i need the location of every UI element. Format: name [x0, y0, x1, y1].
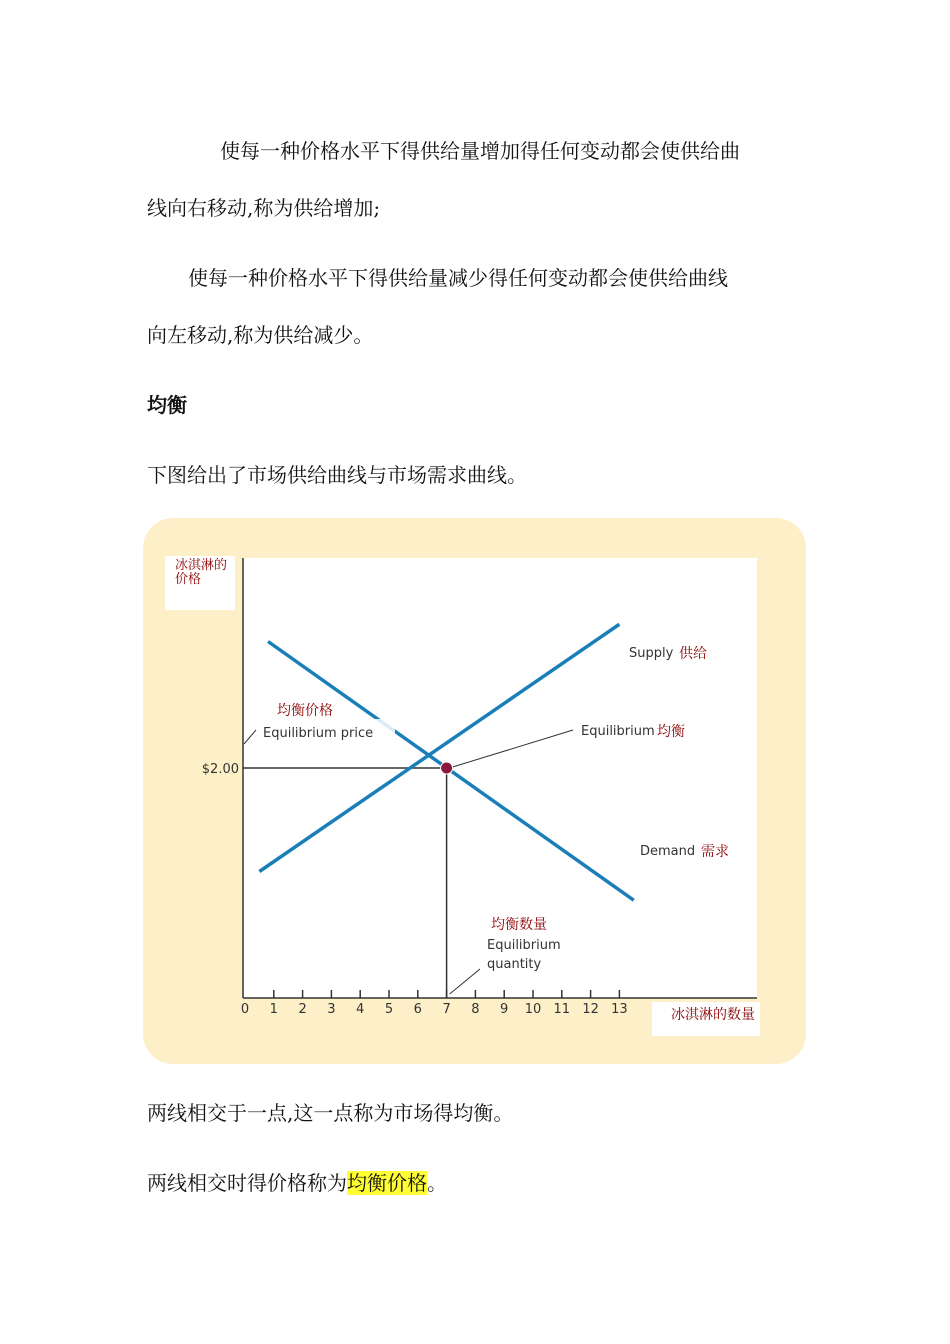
- x-tick-label: 12: [582, 1002, 599, 1017]
- paragraph-2-line-1: 使每一种价格水平下得供给量减少得任何变动都会使供给曲线: [188, 266, 728, 290]
- supply-demand-chart: [143, 518, 806, 1064]
- x-tick-label: 5: [384, 1002, 394, 1017]
- supply-demand-figure: [143, 518, 806, 1064]
- eq-point-label-cn: 均衡: [657, 724, 685, 740]
- highlighted-term: 均衡价格: [347, 1171, 427, 1195]
- x-tick-label: 6: [413, 1002, 422, 1017]
- after-paragraph-2-prefix: 两线相交时得价格称为: [147, 1171, 347, 1195]
- x-tick-label: 4: [356, 1002, 365, 1017]
- x-tick-label: 0: [240, 1002, 250, 1017]
- eq-qty-label-line-1: Equilibrium: [487, 938, 561, 953]
- demand-label-cn: 需求: [701, 844, 729, 860]
- eq-price-label-cn: 均衡价格: [277, 703, 333, 719]
- section-heading: 均衡: [147, 393, 187, 417]
- paragraph-2-line-2: 向左移动,称为供给减少。: [147, 323, 374, 347]
- y-axis-label-line-1: 冰淇淋的: [175, 558, 228, 573]
- after-paragraph-1: 两线相交于一点,这一点称为市场得均衡。: [147, 1101, 514, 1125]
- x-tick-label: 8: [471, 1002, 480, 1017]
- x-tick-label: 9: [500, 1002, 509, 1017]
- eq-qty-label-line-2: quantity: [487, 957, 542, 972]
- demand-label: Demand: [640, 844, 696, 859]
- after-paragraph-2: [147, 1169, 447, 1197]
- x-tick-label: 11: [553, 1002, 571, 1017]
- y-axis-label-line-2: 价格: [175, 572, 202, 587]
- y-tick-label: $2.00: [201, 762, 239, 777]
- x-tick-label: 7: [442, 1002, 451, 1017]
- x-tick-label: 10: [524, 1002, 542, 1017]
- equilibrium-point: [441, 762, 453, 774]
- supply-label-cn: 供给: [679, 646, 707, 662]
- eq-point-label: Equilibrium: [581, 724, 655, 739]
- x-tick-label: 3: [327, 1002, 336, 1017]
- x-tick-label: 13: [611, 1002, 628, 1017]
- paragraph-1-line-1: 使每一种价格水平下得供给量增加得任何变动都会使供给曲: [220, 139, 740, 163]
- x-axis-label: 冰淇淋的数量: [671, 1007, 755, 1023]
- eq-price-label: Equilibrium price: [263, 726, 374, 741]
- intro-paragraph: 下图给出了市场供给曲线与市场需求曲线。: [147, 463, 527, 487]
- after-paragraph-2-suffix: 。: [427, 1171, 447, 1195]
- paragraph-1-line-2: 线向右移动,称为供给增加;: [147, 196, 381, 220]
- eq-qty-label-cn: 均衡数量: [491, 917, 547, 933]
- x-tick-label: 2: [298, 1002, 307, 1017]
- supply-label: Supply: [629, 646, 674, 661]
- x-tick-label: 1: [269, 1002, 278, 1017]
